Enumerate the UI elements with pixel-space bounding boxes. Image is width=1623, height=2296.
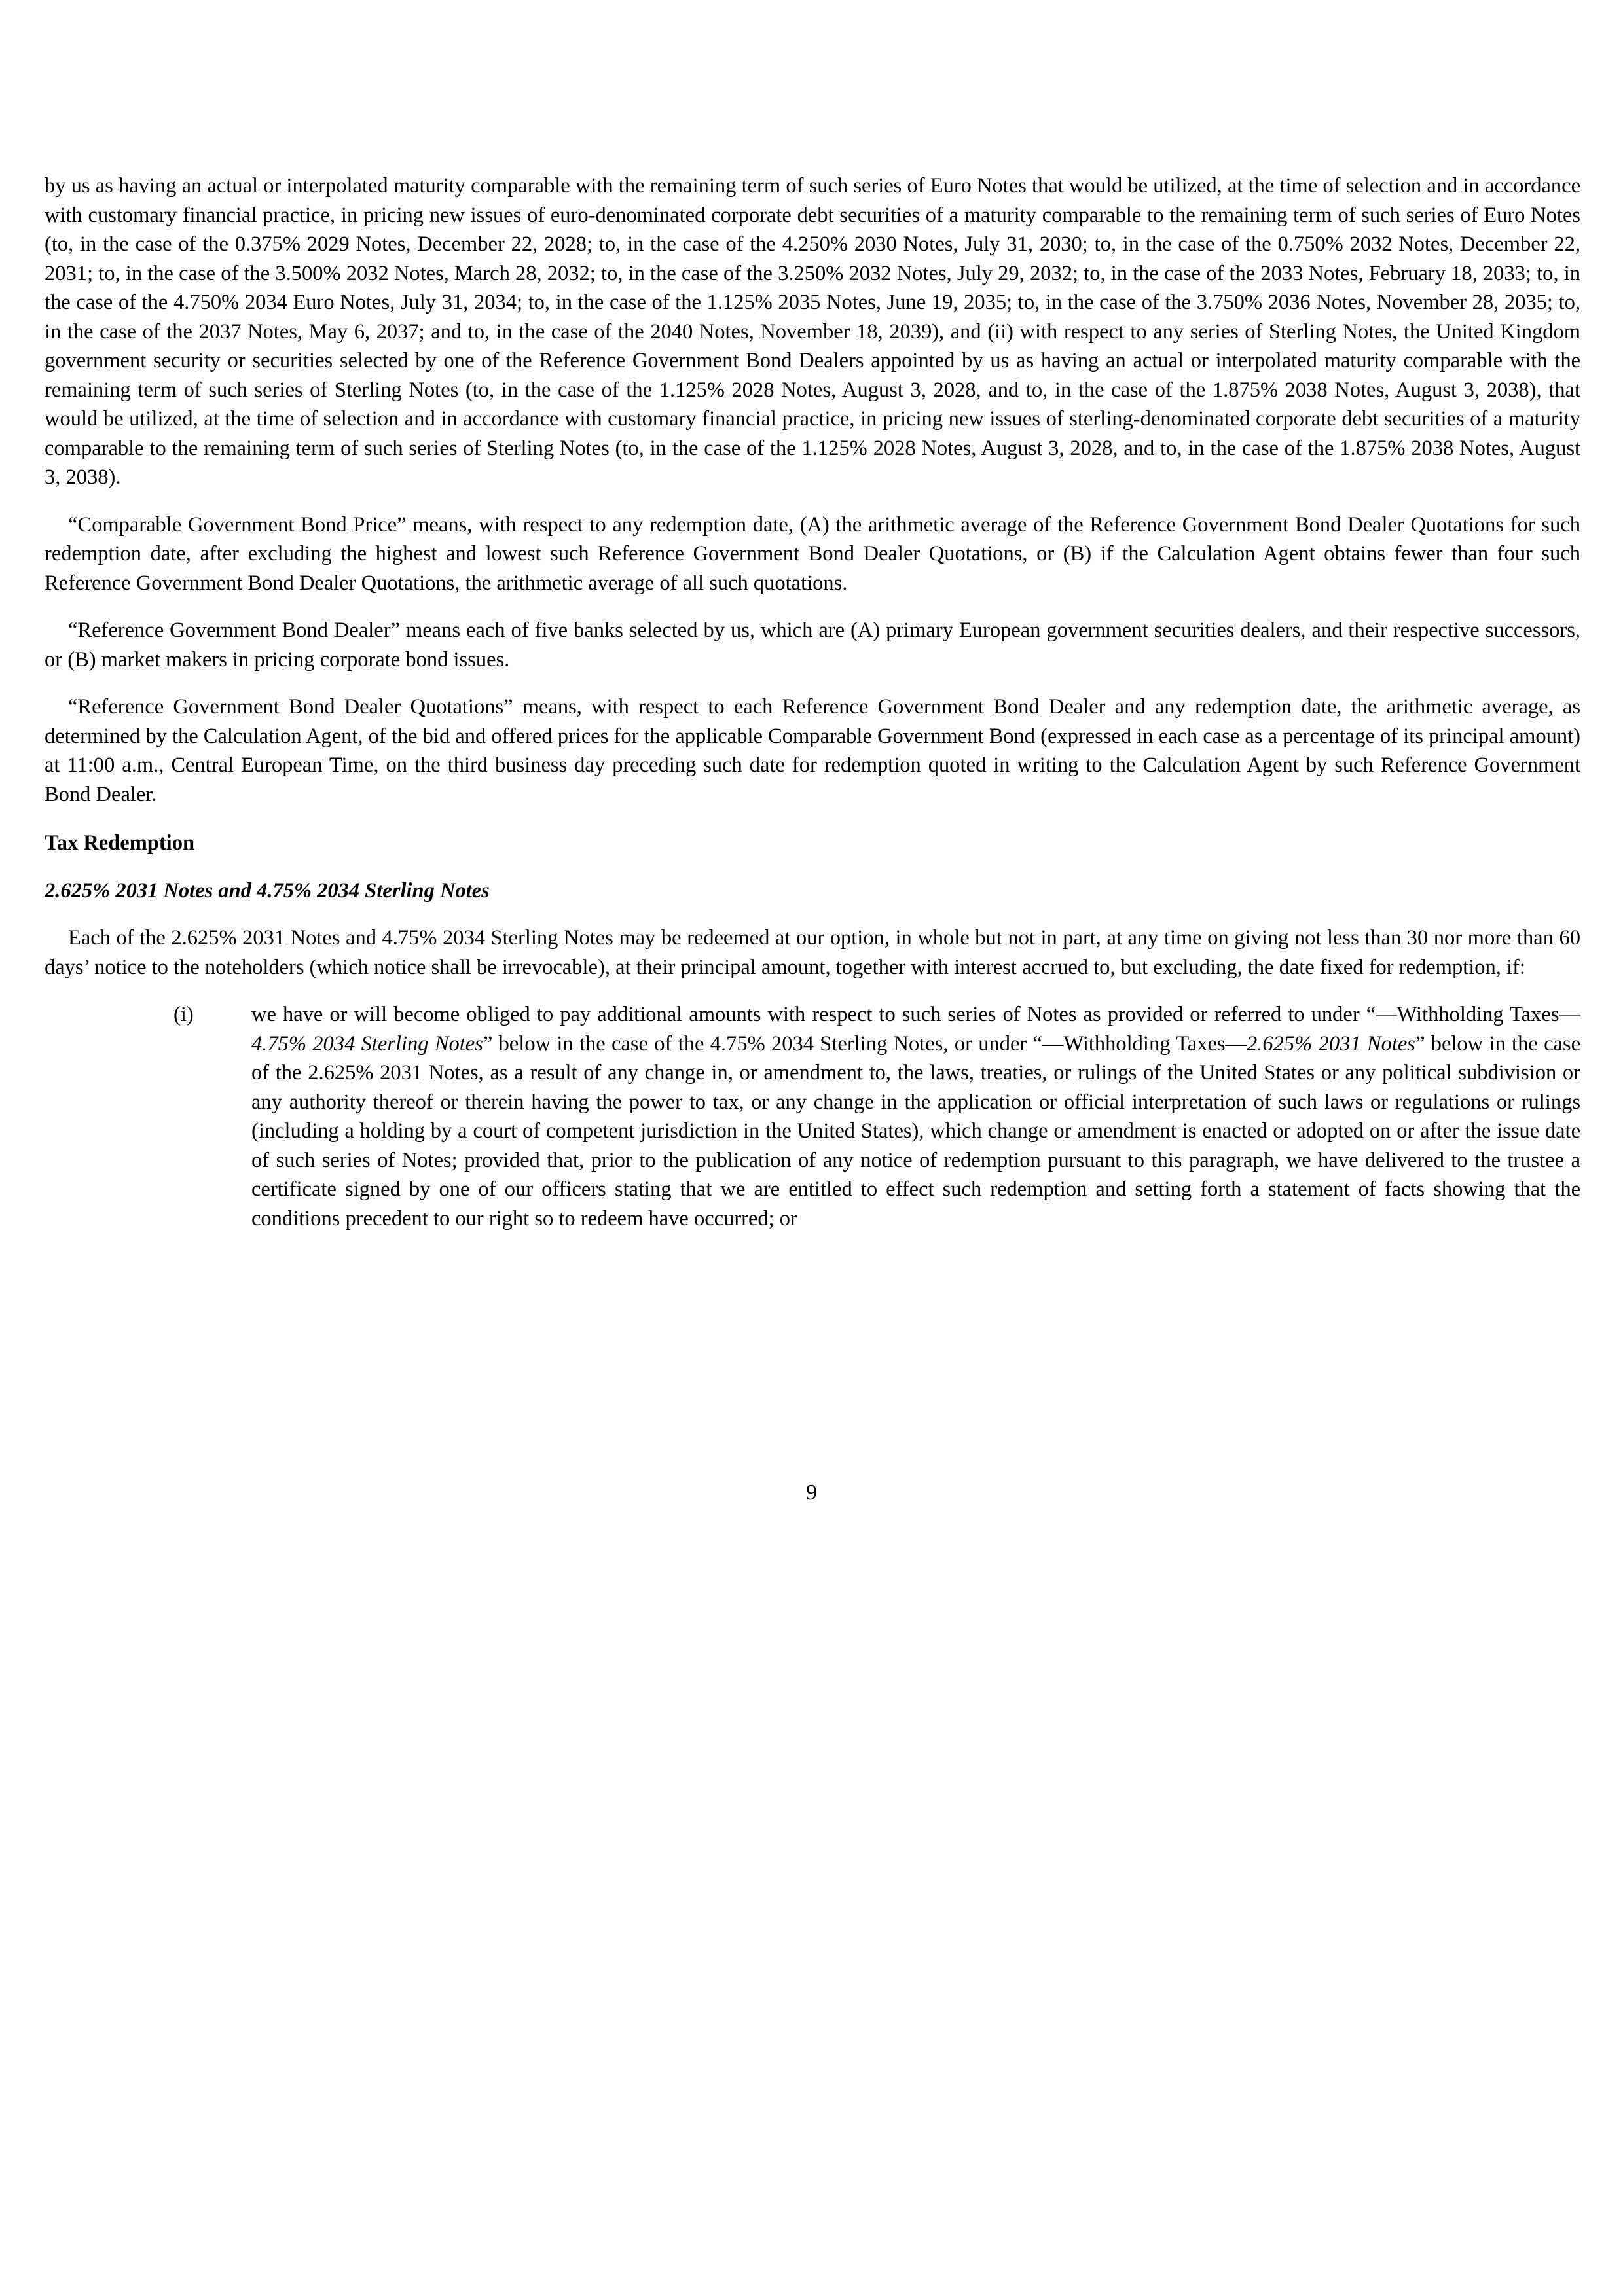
list-text-italic: 4.75% 2034 Sterling Notes (251, 1031, 483, 1056)
paragraph-dealer-quotations: “Reference Government Bond Dealer Quotations” means, with respect to each Reference Government Bond Dealer and any redemption date, the arithmetic average, as determined by the Calculation Agent, of the bid and offered prices for the applicable Comparable Government Bond (expressed in each case as a percentage of its principal amount) at 11:00 a.m., Central European Time, on the third business day preceding such date for redemption quoted in writing to the Calculation Agent by such Reference Government Bond Dealer. (45, 695, 1580, 806)
heading-tax-redemption: Tax Redemption (45, 831, 195, 855)
paragraph-comparable-bond-price: “Comparable Government Bond Price” means, with respect to any redemption date, (A) the arithmetic average of the Reference Government Bond Dealer Quotations for such redemption date, after excluding the highest and lowest such Reference Government Bond Dealer Quotations, or (B) if the Calculation Agent obtains fewer than four such Reference Government Bond Dealer Quotations, the arithmetic average of all such quotations. (45, 512, 1580, 595)
subheading-notes: 2.625% 2031 Notes and 4.75% 2034 Sterling Notes (45, 878, 490, 903)
list-marker: (i) (173, 1003, 194, 1026)
list-text-part: ” below in the case of the 4.75% 2034 Sterling Notes, or under “—Withholding Taxes— (483, 1031, 1247, 1056)
paragraph-reference-dealer: “Reference Government Bond Dealer” means each of five banks selected by us, which are (A) primary European government securities dealers, and their respective successors, or (B) market makers in pricing corporate bond issues. (45, 619, 1580, 672)
list-item-text (251, 1000, 1580, 1233)
list-text-italic: 2.625% 2031 Notes (1247, 1031, 1415, 1056)
list-text-part: we have or will become obliged to pay additional amounts with respect to such series of Notes as provided or referred to under “—Withholding Taxes— (251, 1003, 1580, 1026)
list-item-i (45, 1000, 1580, 1233)
page-number: 9 (806, 1480, 817, 1505)
document-page (45, 171, 1580, 1233)
list-text-part: ” below in the case of the 2.625% 2031 Notes, as a result of any change in, or amendment to, the laws, treaties, or rulings of the United States or any political subdivision or any authority thereof or therein having the power to tax, or any change in the application or official interpretation of such laws or regulations or rulings (including a holding by a court of competent jurisdiction in the United States), which change or amendment is enacted or adopted on or after the issue date of such series of Notes; provided that, prior to the publication of any notice of redemption pursuant to this paragraph, we have delivered to the trustee a certificate signed by one of our officers stating that we are entitled to effect such redemption and setting forth a statement of facts showing that the conditions precedent to our right so to redeem have occurred; or (251, 1031, 1581, 1230)
paragraph-comparable-bond-continued: by us as having an actual or interpolated maturity comparable with the remaining term of such series of Euro Notes that would be utilized, at the time of selection and in accordance with customary financial practice, in pricing new issues of euro-denominated corporate debt securities of a maturity comparable to the remaining term of such series of Euro Notes (to, in the case of the 0.375% 2029 Notes, December 22, 2028; to, in the case of the 4.250% 2030 Notes, July 31, 2030; to, in the case of the 0.750% 2032 Notes, December 22, 2031; to, in the case of the 3.500% 2032 Notes, March 28, 2032; to, in the case of the 3.250% 2032 Notes, July 29, 2032; to, in the case of the 2033 Notes, February 18, 2033; to, in the case of the 4.750% 2034 Euro Notes, July 31, 2034; to, in the case of the 1.125% 2035 Notes, June 19, 2035; to, in the case of the 3.750% 2036 Notes, November 28, 2035; to, in the case of the 2037 Notes, May 6, 2037; and to, in the case of the 2040 Notes, November 18, 2039), and (ii) with respect to any series of Sterling Notes, the United Kingdom government security or securities selected by one of the Reference Government Bond Dealers appointed by us as having an actual or interpolated maturity comparable with the remaining term of such series of Sterling Notes (to, in the case of the 1.125% 2028 Notes, August 3, 2028, and to, in the case of the 1.875% 2038 Notes, August 3, 2038), that would be utilized, at the time of selection and in accordance with customary financial practice, in pricing new issues of sterling-denominated corporate debt securities of a maturity comparable to the remaining term of such series of Sterling Notes (to, in the case of the 1.125% 2028 Notes, August 3, 2028, and to, in the case of the 1.875% 2038 Notes, August 3, 2038). (45, 174, 1580, 489)
paragraph-redemption-terms: Each of the 2.625% 2031 Notes and 4.75% 2034 Sterling Notes may be redeemed at our option, in whole but not in part, at any time on giving not less than 30 nor more than 60 days’ notice to the noteholders (which notice shall be irrevocable), at their principal amount, together with interest accrued to, but excluding, the date fixed for redemption, if: (45, 926, 1580, 979)
